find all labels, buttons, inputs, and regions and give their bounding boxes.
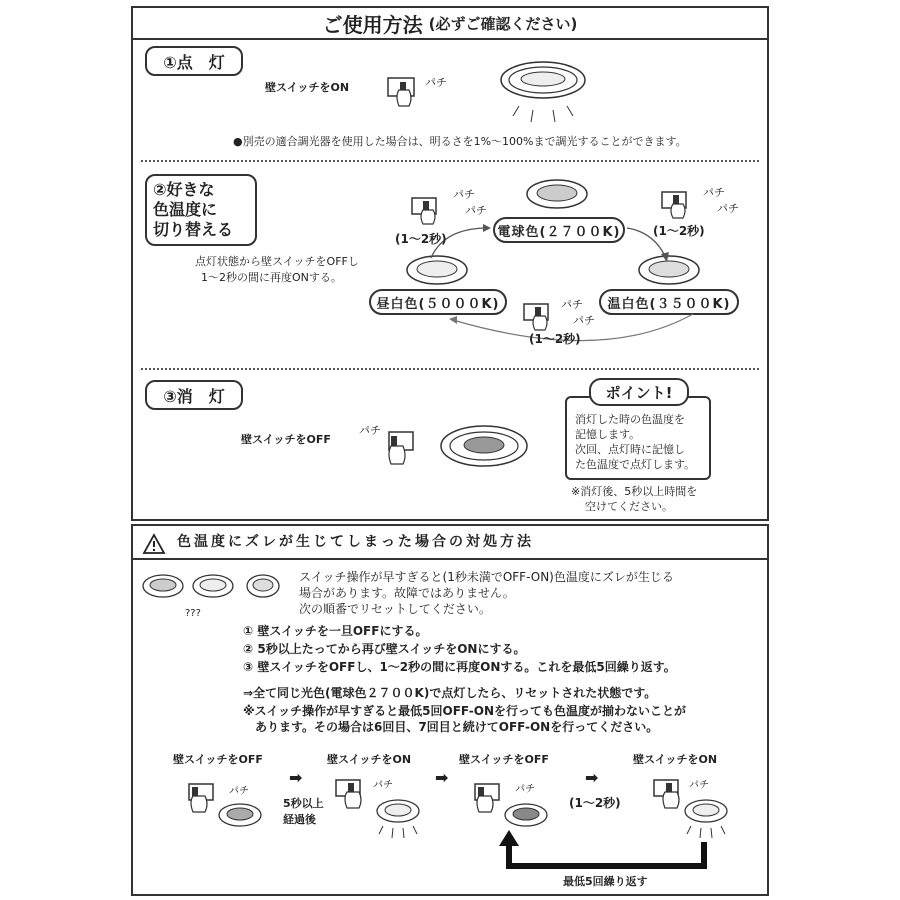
step2-label-line: 色温度に [153,200,218,219]
step2-label-line: 切り替える [153,220,234,239]
right-arrow-icon: ➡ [289,768,303,787]
repeat-label: 最低5回繰り返す [563,875,648,888]
step2-label-line: ②好きな [153,180,215,199]
sequence-pachi: パチ [229,786,249,797]
step2-description-line: 点灯状態から壁スイッチをOFFし [195,255,359,268]
usage-subtitle: (必ずご確認ください) [428,14,578,33]
step2-pachi: パチ [453,188,475,201]
step2-description-line: 1～2秒の間に再度ONする。 [201,271,342,284]
sequence-pachi: パチ [373,780,393,791]
intro-line: 次の順番でリセットしてください。 [299,602,491,616]
caution-line: ※スイッチ操作が早すぎると最低5回OFF-ONを行っても色温度が揃わないことが [243,704,686,718]
step2-interval: (1～2秒) [653,224,705,238]
switch-icon [409,194,449,234]
switch-icon [659,188,699,228]
divider [141,368,759,370]
wait-text: 経過後 [283,813,316,826]
repeat-arrow [133,526,767,894]
step1-switch-text: 壁スイッチをON [265,81,350,94]
color-label-daywhite: 昼白色(５０００K) [369,289,507,315]
step2-pachi: パチ [703,186,725,199]
right-arrow-icon: ➡ [585,768,599,787]
reset-step: ② 5秒以上たってから再び壁スイッチをONにする。 [243,642,526,656]
color-label-warmwhite: 温白色(３５００K) [599,289,739,315]
trouble-panel [131,524,769,896]
step3-pachi: パチ [359,424,381,437]
caution-line: あります。その場合は6回目、7回目と続けてOFF-ONを行ってください。 [243,720,659,734]
step2-pachi: パチ [717,202,739,215]
reset-step: ③ 壁スイッチをOFFし、1～2秒の間に再度ONする。これを最低5回繰り返す。 [243,660,676,674]
sequence-label: 壁スイッチをOFF [173,753,263,766]
step2-interval: (1～2秒) [529,332,581,346]
usage-panel [131,6,769,521]
sequence-pachi: パチ [689,780,709,791]
step1-note: ●別売の適合調光器を使用した場合は、明るさを1%～100%まで調光することができます。 [233,135,687,148]
wait-text: 5秒以上 [283,797,324,810]
switch-icon [381,428,421,472]
off-downlight-icon [439,422,529,472]
step3-switch-text: 壁スイッチをOFF [241,433,331,446]
intro-line: 場合があります。故障ではありません。 [299,586,515,600]
sequence-label: 壁スイッチをON [633,753,718,766]
wait-text: (1～2秒) [569,796,621,810]
step2-interval: (1～2秒) [395,232,447,246]
right-arrow-icon: ➡ [435,768,449,787]
step1-label: ①点 灯 [145,46,243,76]
sequence-label: 壁スイッチをOFF [459,753,549,766]
sequence-label: 壁スイッチをON [327,753,412,766]
reset-result: ⇒全て同じ光色(電球色２７００K)で点灯したら、リセットされた状態です。 [243,686,657,700]
step3-footnote-line: 空けてください。 [585,500,673,513]
reset-step: ① 壁スイッチを一旦OFFにする。 [243,624,428,638]
step3-footnote-line: ※消灯後、5秒以上時間を [571,485,698,498]
point-line: 記憶します。 [575,428,641,441]
point-box [565,396,711,480]
question-marks: ??? [185,608,201,619]
step2-pachi: パチ [561,298,583,311]
sequence-pachi: パチ [515,784,535,795]
color-label-warm: 電球色(２７００K) [493,217,625,243]
intro-line: スイッチ操作が早すぎると(1秒未満でOFF-ON)色温度にズレが生じる [299,570,674,584]
step2-pachi: パチ [465,204,487,217]
usage-title: ご使用方法 [322,12,423,37]
point-line: 次回、点灯時に記憶し [575,443,685,456]
trouble-title: 色温度にズレが生じてしまった場合の対処方法 [177,534,534,550]
step3-label: ③消 灯 [145,380,243,410]
point-title: ポイント! [589,378,689,406]
step1-pachi: パチ [425,76,447,89]
point-line: 消灯した時の色温度を [575,413,685,426]
point-line: た色温度で点灯します。 [575,458,696,471]
step2-pachi: パチ [573,314,595,327]
